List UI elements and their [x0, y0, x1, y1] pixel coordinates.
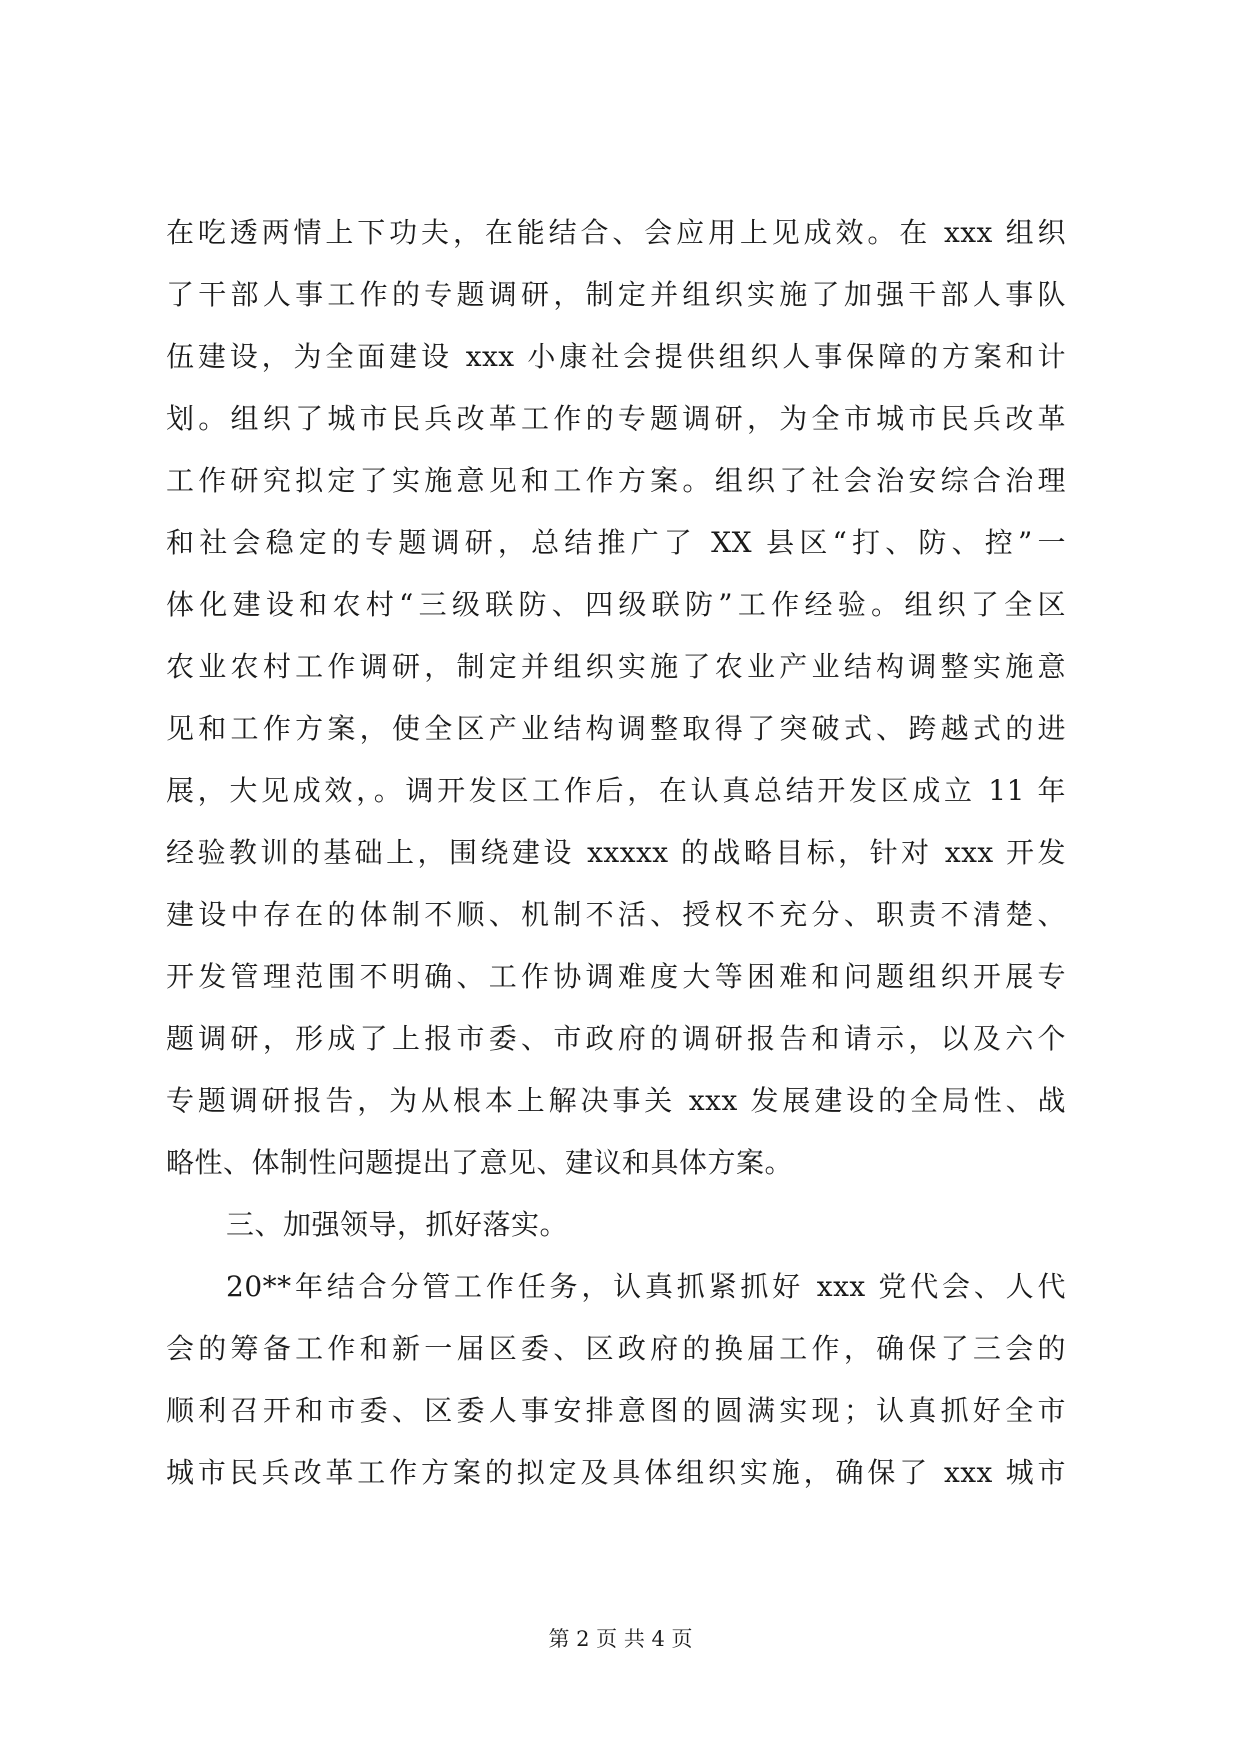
text-line: 顺利召开和市委、区委人事安排意图的圆满实现；认真抓好全市	[166, 1394, 1066, 1427]
document-body	[166, 202, 1066, 1504]
text-line: 会的筹备工作和新一届区委、区政府的换届工作，确保了三会的	[166, 1332, 1066, 1365]
text-line: 工作研究拟定了实施意见和工作方案。组织了社会治安综合治理	[166, 464, 1066, 497]
text-line: 题调研，形成了上报市委、市政府的调研报告和请示，以及六个	[166, 1022, 1066, 1055]
text-line: 经验教训的基础上，围绕建设 xxxxx 的战略目标，针对 xxx 开发	[166, 836, 1066, 869]
text-line: 城市民兵改革工作方案的拟定及具体组织实施，确保了 xxx 城市	[166, 1456, 1066, 1489]
text-line: 建设中存在的体制不顺、机制不活、授权不充分、职责不清楚、	[166, 898, 1066, 931]
section-heading: 三、加强领导，抓好落实。	[226, 1208, 569, 1241]
text-line: 了干部人事工作的专题调研，制定并组织实施了加强干部人事队	[166, 278, 1066, 311]
page-number-footer: 第 2 页 共 4 页	[548, 1627, 693, 1651]
text-line: 略性、体制性问题提出了意见、建议和具体方案。	[166, 1146, 794, 1179]
text-line: 和社会稳定的专题调研，总结推广了 XX 县区“打、防、控”一	[166, 526, 1066, 559]
text-line: 开发管理范围不明确、工作协调难度大等困难和问题组织开展专	[166, 960, 1066, 993]
text-line: 展，大见成效，。调开发区工作后，在认真总结开发区成立 11 年	[166, 774, 1066, 807]
text-line: 在吃透两情上下功夫，在能结合、会应用上见成效。在 xxx 组织	[166, 216, 1066, 249]
text-line: 体化建设和农村“三级联防、四级联防”工作经验。组织了全区	[166, 588, 1066, 621]
text-line: 划。组织了城市民兵改革工作的专题调研，为全市城市民兵改革	[166, 402, 1066, 435]
text-line: 专题调研报告，为从根本上解决事关 xxx 发展建设的全局性、战	[166, 1084, 1066, 1117]
text-line: 20**年结合分管工作任务，认真抓紧抓好 xxx 党代会、人代	[226, 1270, 1066, 1303]
text-line: 见和工作方案，使全区产业结构调整取得了突破式、跨越式的进	[166, 712, 1066, 745]
text-line: 伍建设，为全面建设 xxx 小康社会提供组织人事保障的方案和计	[166, 340, 1066, 373]
text-line: 农业农村工作调研，制定并组织实施了农业产业结构调整实施意	[166, 650, 1066, 683]
